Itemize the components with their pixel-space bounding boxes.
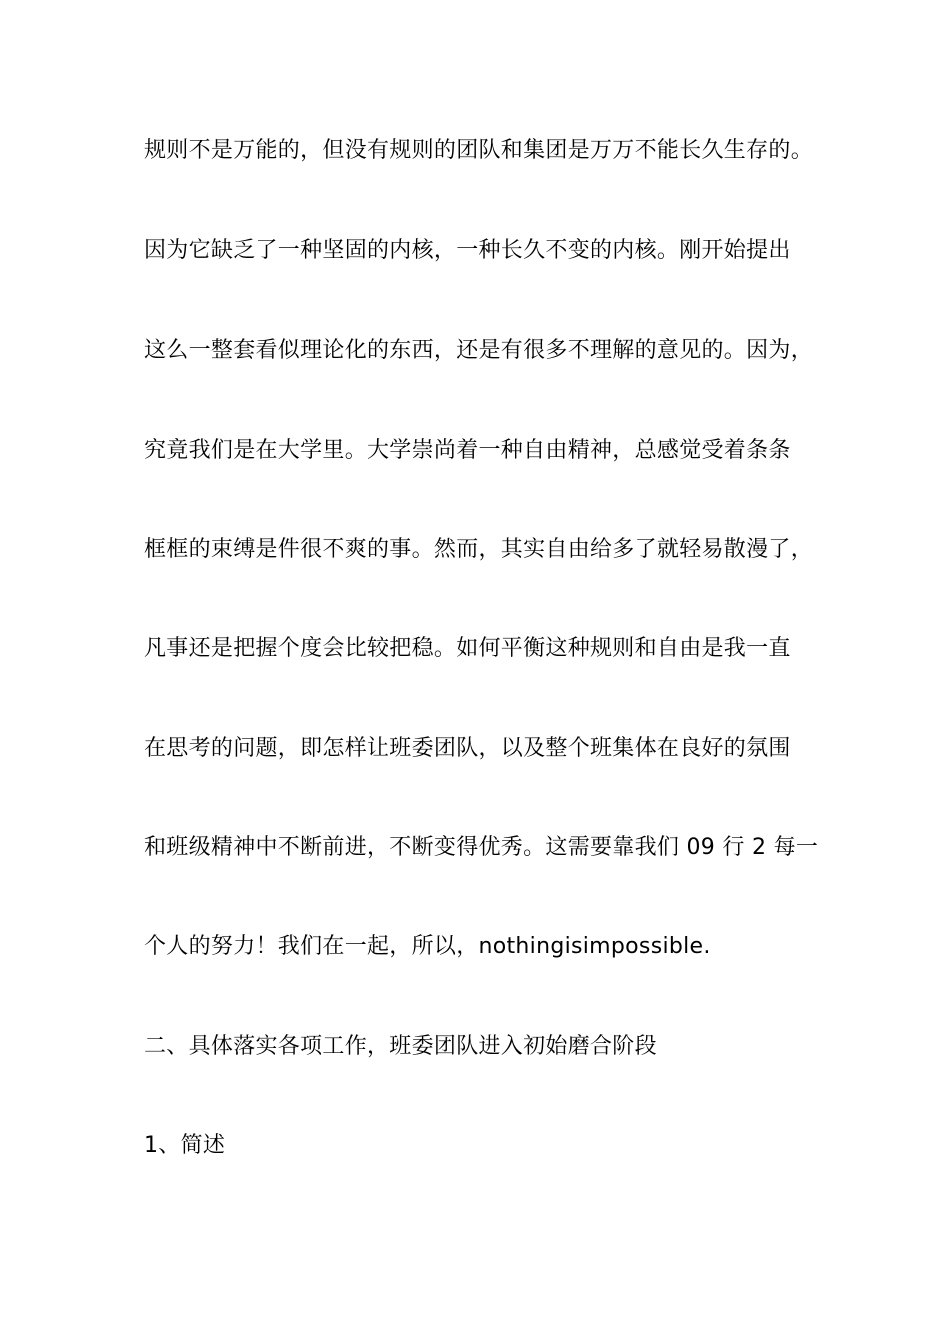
paragraph-line: 这么一整套看似理论化的东西，还是有很多不理解的意见的。因为， — [144, 338, 814, 363]
paragraph-line: 究竟我们是在大学里。大学崇尚着一种自由精神，总感觉受着条条 — [144, 438, 791, 463]
paragraph-line: 规则不是万能的，但没有规则的团队和集团是万万不能长久生存的。 — [144, 138, 814, 163]
section-heading: 二、具体落实各项工作，班委团队进入初始磨合阶段 — [144, 1034, 657, 1059]
paragraph-line: 在思考的问题，即怎样让班委团队，以及整个班集体在良好的氛围 — [144, 736, 791, 761]
paragraph-line: 框框的束缚是件很不爽的事。然而，其实自由给多了就轻易散漫了， — [144, 537, 814, 562]
subsection-heading: 1、简述 — [144, 1133, 226, 1158]
paragraph-line: 个人的努力！我们在一起，所以，nothingisimpossible. — [144, 934, 711, 959]
paragraph-line: 凡事还是把握个度会比较把稳。如何平衡这种规则和自由是我一直 — [144, 636, 791, 661]
paragraph-line: 和班级精神中不断前进，不断变得优秀。这需要靠我们 09 行 2 每一 — [144, 835, 819, 860]
paragraph-line: 因为它缺乏了一种坚固的内核，一种长久不变的内核。刚开始提出 — [144, 238, 791, 263]
